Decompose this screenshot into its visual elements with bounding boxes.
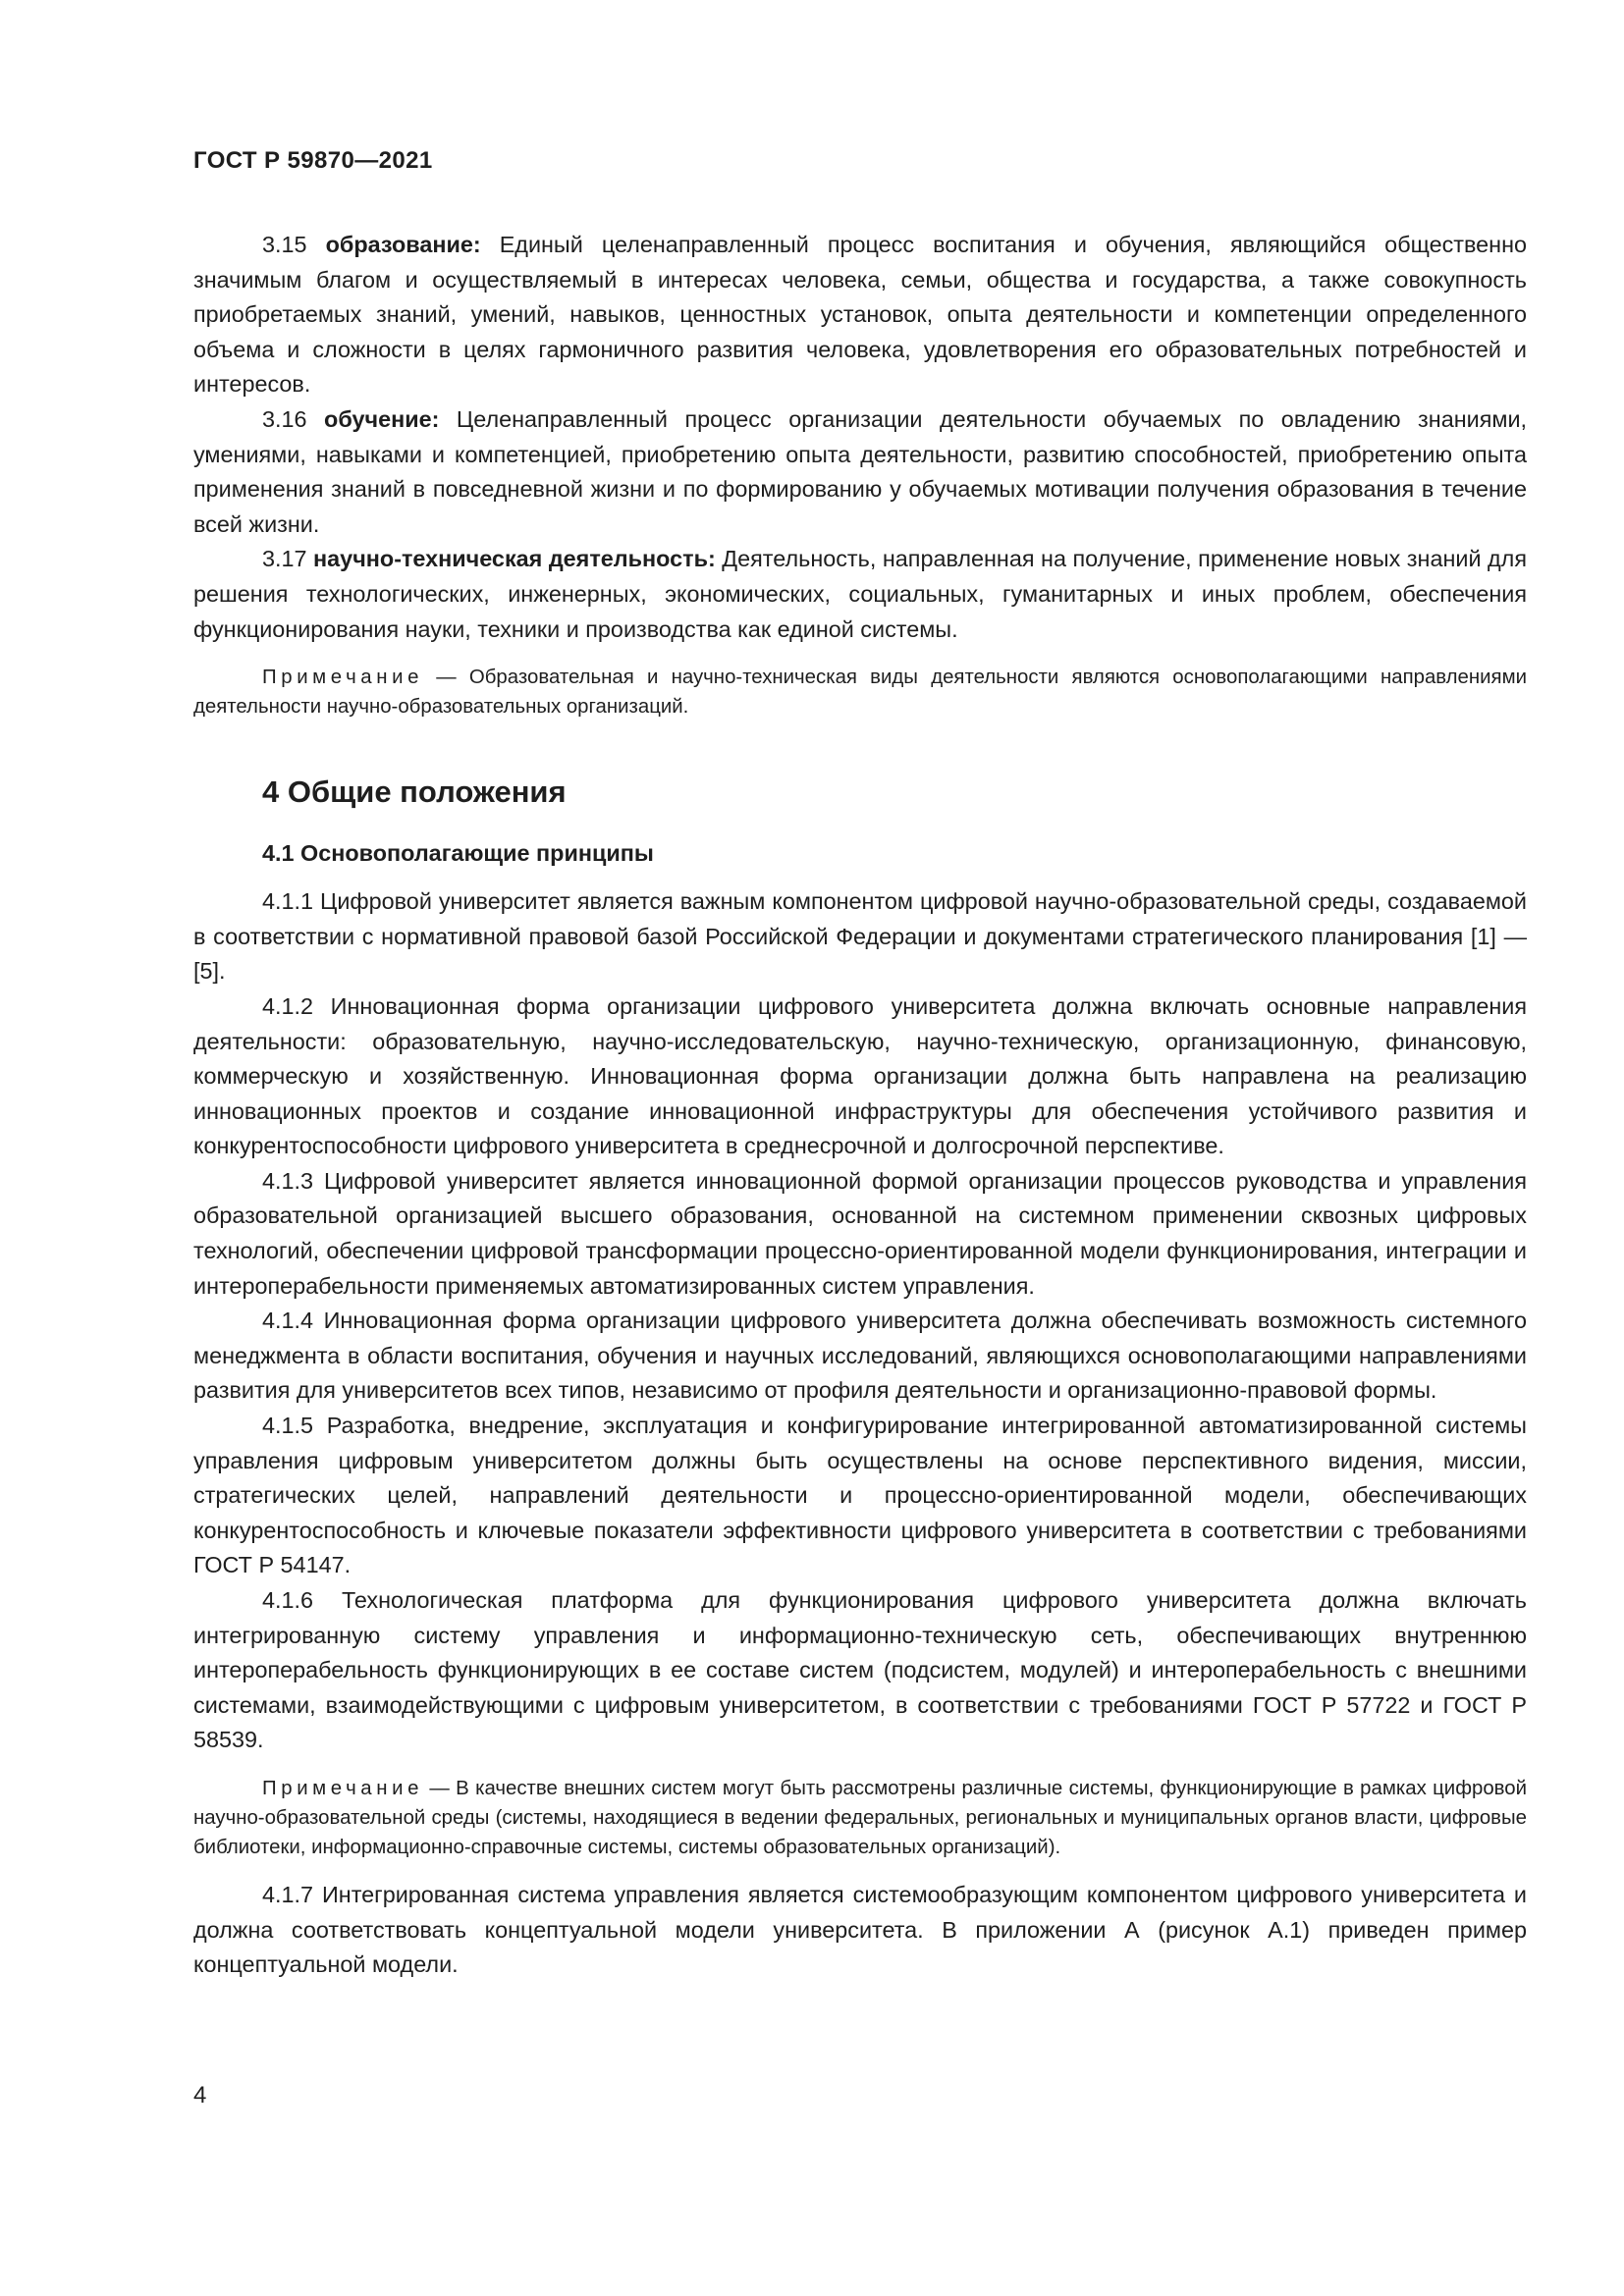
clause-number: 4.1.4 bbox=[262, 1308, 314, 1334]
term-number: 3.17 bbox=[262, 546, 307, 572]
clause-text: Цифровой университет является инновационной формой организации процессов руководства и управления образовательной организацией высшего образования, основанной на системном применении сквозных цифровых технологий, обеспечении цифровой трансформации процессно-ориентированной модели функционирования, интеграции и интероперабельности применяемых автоматизированных систем управления. bbox=[193, 1167, 1527, 1299]
clause-4-1-2 bbox=[193, 989, 1527, 1164]
section-title: 4 Общие положения bbox=[262, 774, 567, 810]
clause-4-1-4 bbox=[193, 1304, 1527, 1409]
clause-number: 4.1.7 bbox=[262, 1881, 314, 1907]
clause-text: Разработка, внедрение, эксплуатация и конфигурирование интегрированной автоматизированной системы управления цифровым университетом должны быть осуществлены на основе перспективного видения, миссии, стратегических целей, направлений деятельности и процессно-ориентированной модели, обеспечивающих конкурентоспособность и ключевые показатели эффективности цифрового университета в соответствии с требованиями ГОСТ Р 54147. bbox=[193, 1413, 1527, 1578]
term-definition: Целенаправленный процесс организации деятельности обучаемых по овладению знаниями, умениями, навыками и компетенцией, приобретению опыта деятельности, развитию способностей, приобретению опыта применения знаний в повседневной жизни и по формированию у обучаемых мотивации получения образования в течение всей жизни. bbox=[193, 405, 1528, 537]
clause-number: 4.1.2 bbox=[262, 992, 314, 1019]
clause-number: 4.1.1 bbox=[262, 888, 314, 915]
clause-text: Цифровой университет является важным компонентом цифровой научно-образовательной среды, создаваемой в соответствии с нормативной правовой базой Российской Федерации и документами стратегического планирования [1] — [5]. bbox=[193, 888, 1527, 985]
term-3-16 bbox=[193, 402, 1527, 542]
term-number: 3.16 bbox=[262, 405, 307, 432]
term-3-15 bbox=[193, 228, 1527, 402]
note-text: — Образовательная и научно-техническая виды деятельности являются основополагающими направлениями деятельности научно-образовательных организаций. bbox=[193, 667, 1527, 719]
document-body bbox=[193, 228, 1527, 1983]
term-name: обучение: bbox=[324, 405, 440, 432]
note-external-systems bbox=[193, 1774, 1527, 1862]
note-text: — В качестве внешних систем могут быть рассмотрены различные системы, функционирующие в рамках цифровой научно-образовательной среды (системы, находящиеся в ведении федеральных, региональных и муниципальных органов власти, цифровые библиотеки, информационно-справочные системы, системы образовательных организаций). bbox=[193, 1777, 1527, 1858]
term-number: 3.15 bbox=[262, 232, 307, 257]
page-number: 4 bbox=[193, 2082, 207, 2109]
clause-number: 4.1.5 bbox=[262, 1413, 314, 1439]
note-label: Примечание bbox=[262, 667, 424, 689]
clause-text: Инновационная форма организации цифрового университета должна включать основные направления деятельности: образовательную, научно-исследовательскую, научно-техническую, организационную, финансовую, коммерческую и хозяйственную. Инновационная форма организации должна быть направлена на реализацию инновационных проектов и создание инновационной инфраструктуры для обеспечения устойчивого развития и конкурентоспособности цифрового университета в среднесрочной и долгосрочной перспективе. bbox=[193, 992, 1527, 1159]
clause-4-1-3 bbox=[193, 1164, 1527, 1304]
clause-number: 4.1.6 bbox=[262, 1587, 314, 1613]
clause-4-1-5 bbox=[193, 1409, 1527, 1583]
term-name: научно-техническая деятельность: bbox=[313, 546, 716, 572]
clause-4-1-6 bbox=[193, 1583, 1527, 1758]
term-definition: Единый целенаправленный процесс воспитания и обучения, являющийся общественно значимым благом и осуществляемый в интересах человека, семьи, общества и государства, а также совокупность приобретаемых знаний, умений, навыков, ценностных установок, опыта деятельности и компетенции определенного объема и сложности в целях гармоничного развития человека, удовлетворения его образовательных потребностей и интересов. bbox=[193, 232, 1528, 398]
term-definition: Деятельность, направленная на получение, применение новых знаний для решения технологических, инженерных, экономических, социальных, гуманитарных и иных проблем, обеспечения функционирования науки, техники и производства как единой системы. bbox=[193, 546, 1527, 642]
term-name: образование: bbox=[325, 232, 481, 257]
clause-text: Технологическая платформа для функционирования цифрового университета должна включать интегрированную систему управления и информационно-техническую сеть, обеспечивающих внутреннюю интероперабельность функционирующих в ее составе систем (подсистем, модулей) и интероперабельность с внешними системами, взаимодействующими с цифровым университетом, в соответствии с требованиями ГОСТ Р 57722 и ГОСТ Р 58539. bbox=[193, 1587, 1527, 1753]
clause-number: 4.1.3 bbox=[262, 1167, 314, 1194]
clause-text: Инновационная форма организации цифрового университета должна обеспечивать возможность системного менеджмента в области воспитания, обучения и научных исследований, являющихся основополагающими направлениями развития для университетов всех типов, независимо от профиля деятельности и организационно-правовой формы. bbox=[193, 1308, 1527, 1404]
clause-text: Интегрированная система управления является системообразующим компонентом цифрового университета и должна соответствовать концептуальной модели университета. В приложении А (рисунок А.1) приведен пример концептуальной модели. bbox=[193, 1881, 1528, 1978]
note-terms bbox=[193, 663, 1527, 721]
clause-4-1-7 bbox=[193, 1878, 1527, 1983]
document-header: ГОСТ Р 59870—2021 bbox=[193, 147, 433, 174]
note-label: Примечание bbox=[262, 1777, 424, 1799]
term-3-17 bbox=[193, 542, 1527, 647]
clause-4-1-1 bbox=[193, 884, 1527, 989]
subsection-title: 4.1 Основополагающие принципы bbox=[262, 840, 654, 867]
